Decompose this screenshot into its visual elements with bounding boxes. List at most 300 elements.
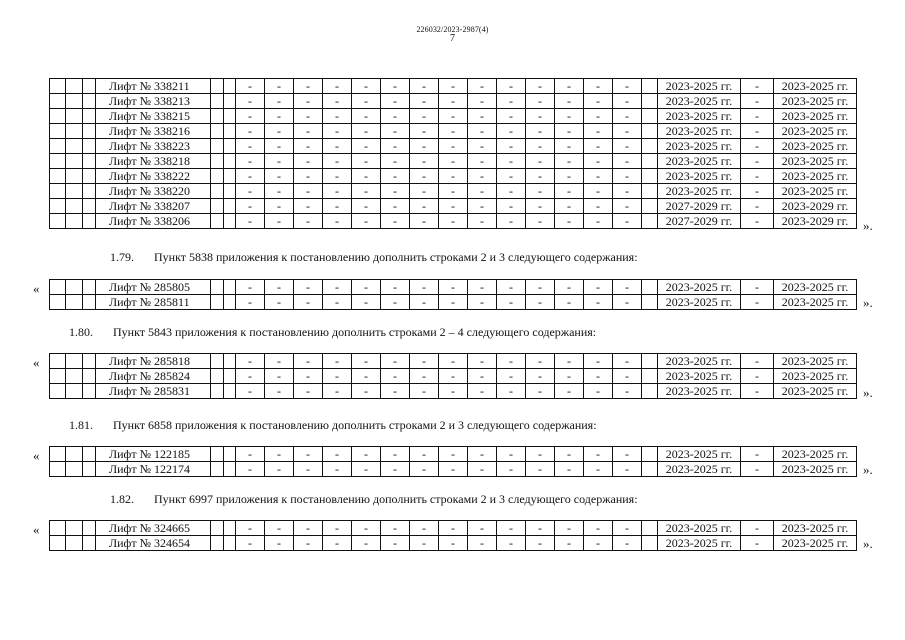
dash-cell: - [236, 94, 265, 109]
dash-cell: - [236, 295, 265, 310]
dash-cell: - [352, 184, 381, 199]
dash-cell: - [352, 94, 381, 109]
table-cell [224, 124, 236, 139]
dash-cell: - [323, 214, 352, 229]
table-row [50, 169, 857, 184]
table-cell [211, 79, 224, 94]
table-cell [50, 521, 66, 536]
table-row [50, 124, 857, 139]
table-cell [50, 139, 66, 154]
period-b: 2023-2025 гг. [774, 521, 857, 536]
dash-cell: - [526, 521, 555, 536]
elevator-name: Лифт № 338218 [96, 154, 211, 169]
dash-cell: - [352, 79, 381, 94]
dash-cell: - [468, 124, 497, 139]
dash-cell: - [410, 109, 439, 124]
dash-cell: - [555, 354, 584, 369]
dash-cell: - [526, 139, 555, 154]
dash-cell: - [613, 169, 642, 184]
mid-dash: - [741, 214, 774, 229]
dash-cell: - [294, 369, 323, 384]
table-cell [211, 139, 224, 154]
dash-cell: - [352, 124, 381, 139]
dash-cell: - [584, 462, 613, 477]
dash-cell: - [439, 462, 468, 477]
dash-cell: - [294, 295, 323, 310]
table-cell [66, 109, 83, 124]
dash-cell: - [352, 521, 381, 536]
period-a: 2023-2025 гг. [658, 94, 741, 109]
table-cell [224, 184, 236, 199]
dash-cell: - [352, 384, 381, 399]
quote-open: « [33, 355, 40, 370]
dash-cell: - [410, 354, 439, 369]
table-cell [224, 521, 236, 536]
dash-cell: - [294, 109, 323, 124]
paragraph-text: Пункт 6858 приложения к постановлению дополнить строками 2 и 3 следующего содержания: [113, 418, 597, 432]
period-b: 2023-2025 гг. [774, 295, 857, 310]
period-b: 2023-2025 гг. [774, 169, 857, 184]
dash-cell: - [468, 447, 497, 462]
dash-cell: - [584, 79, 613, 94]
table-cell [50, 354, 66, 369]
period-a: 2023-2025 гг. [658, 184, 741, 199]
table-cell [66, 124, 83, 139]
dash-cell: - [526, 447, 555, 462]
dash-cell: - [526, 79, 555, 94]
table-cell [642, 214, 658, 229]
table-cell [211, 280, 224, 295]
mid-dash: - [741, 169, 774, 184]
table-cell [642, 124, 658, 139]
dash-cell: - [526, 462, 555, 477]
table-block-1 [49, 279, 857, 310]
elevator-name: Лифт № 324665 [96, 521, 211, 536]
dash-cell: - [468, 536, 497, 551]
dash-cell: - [236, 214, 265, 229]
table-cell [642, 369, 658, 384]
elevator-name: Лифт № 338223 [96, 139, 211, 154]
dash-cell: - [236, 199, 265, 214]
table-cell [83, 79, 96, 94]
dash-cell: - [323, 462, 352, 477]
table-row [50, 521, 857, 536]
dash-cell: - [439, 154, 468, 169]
dash-cell: - [381, 79, 410, 94]
table-cell [50, 536, 66, 551]
elevator-name: Лифт № 285824 [96, 369, 211, 384]
table-cell [66, 462, 83, 477]
elevator-name: Лифт № 338211 [96, 79, 211, 94]
dash-cell: - [497, 447, 526, 462]
dash-cell: - [352, 536, 381, 551]
table-cell [50, 214, 66, 229]
table-cell [83, 94, 96, 109]
table-cell [211, 369, 224, 384]
dash-cell: - [236, 384, 265, 399]
table-row [50, 199, 857, 214]
table-cell [83, 536, 96, 551]
table-cell [66, 354, 83, 369]
table-cell [83, 184, 96, 199]
dash-cell: - [265, 154, 294, 169]
table-cell [224, 154, 236, 169]
dash-cell: - [381, 369, 410, 384]
dash-cell: - [236, 369, 265, 384]
dash-cell: - [497, 124, 526, 139]
dash-cell: - [526, 109, 555, 124]
dash-cell: - [236, 462, 265, 477]
dash-cell: - [323, 199, 352, 214]
dash-cell: - [381, 94, 410, 109]
table-block-4 [49, 520, 857, 551]
dash-cell: - [265, 124, 294, 139]
mid-dash: - [741, 447, 774, 462]
table-cell [83, 169, 96, 184]
dash-cell: - [265, 139, 294, 154]
period-b: 2023-2025 гг. [774, 447, 857, 462]
table-cell [83, 295, 96, 310]
table-cell [66, 199, 83, 214]
dash-cell: - [468, 462, 497, 477]
table-cell [224, 462, 236, 477]
table-cell [50, 184, 66, 199]
table-cell [50, 169, 66, 184]
paragraph-number: 1.82. [110, 492, 134, 506]
dash-cell: - [613, 462, 642, 477]
paragraph-182 [110, 492, 638, 507]
dash-cell: - [497, 369, 526, 384]
dash-cell: - [323, 109, 352, 124]
dash-cell: - [265, 536, 294, 551]
table-cell [50, 79, 66, 94]
table-cell [50, 462, 66, 477]
dash-cell: - [584, 94, 613, 109]
dash-cell: - [439, 184, 468, 199]
dash-cell: - [497, 199, 526, 214]
dash-cell: - [352, 369, 381, 384]
dash-cell: - [526, 384, 555, 399]
paragraph-181 [69, 418, 597, 433]
dash-cell: - [381, 354, 410, 369]
paragraph-180 [69, 325, 596, 340]
dash-cell: - [236, 536, 265, 551]
dash-cell: - [613, 109, 642, 124]
table-block-2 [49, 353, 857, 399]
dash-cell: - [497, 384, 526, 399]
table-cell [50, 109, 66, 124]
table-cell [224, 214, 236, 229]
dash-cell: - [555, 295, 584, 310]
table-cell [211, 94, 224, 109]
quote-close: ». [863, 384, 873, 400]
dash-cell: - [497, 295, 526, 310]
table-cell [642, 280, 658, 295]
dash-cell: - [236, 154, 265, 169]
dash-cell: - [468, 354, 497, 369]
dash-cell: - [236, 354, 265, 369]
mid-dash: - [741, 384, 774, 399]
dash-cell: - [497, 154, 526, 169]
dash-cell: - [381, 109, 410, 124]
table-cell [642, 521, 658, 536]
dash-cell: - [323, 536, 352, 551]
dash-cell: - [555, 536, 584, 551]
dash-cell: - [584, 214, 613, 229]
quote-close: ». [863, 462, 873, 478]
dash-cell: - [584, 139, 613, 154]
mid-dash: - [741, 139, 774, 154]
elevator-name: Лифт № 122185 [96, 447, 211, 462]
dash-cell: - [584, 109, 613, 124]
dash-cell: - [439, 280, 468, 295]
table-cell [642, 384, 658, 399]
table-cell [224, 79, 236, 94]
dash-cell: - [265, 462, 294, 477]
dash-cell: - [439, 369, 468, 384]
dash-cell: - [613, 369, 642, 384]
dash-cell: - [294, 124, 323, 139]
period-b: 2023-2029 гг. [774, 199, 857, 214]
dash-cell: - [555, 109, 584, 124]
dash-cell: - [265, 280, 294, 295]
dash-cell: - [468, 79, 497, 94]
dash-cell: - [555, 169, 584, 184]
table-cell [66, 536, 83, 551]
document-number: 226032/2023-2987(4) [416, 25, 489, 34]
dash-cell: - [555, 447, 584, 462]
dash-cell: - [323, 139, 352, 154]
dash-cell: - [439, 214, 468, 229]
table-cell [211, 154, 224, 169]
dash-cell: - [497, 280, 526, 295]
table-cell [211, 295, 224, 310]
elevator-name: Лифт № 324654 [96, 536, 211, 551]
dash-cell: - [294, 521, 323, 536]
mid-dash: - [741, 462, 774, 477]
table-cell [83, 199, 96, 214]
dash-cell: - [497, 94, 526, 109]
dash-cell: - [265, 295, 294, 310]
paragraph-text: Пункт 6997 приложения к постановлению дополнить строками 2 и 3 следующего содержания: [154, 492, 638, 506]
dash-cell: - [584, 354, 613, 369]
mid-dash: - [741, 94, 774, 109]
dash-cell: - [323, 154, 352, 169]
period-b: 2023-2025 гг. [774, 462, 857, 477]
dash-cell: - [294, 199, 323, 214]
dash-cell: - [468, 384, 497, 399]
period-a: 2023-2025 гг. [658, 124, 741, 139]
table-cell [642, 295, 658, 310]
dash-cell: - [381, 154, 410, 169]
period-b: 2023-2025 гг. [774, 280, 857, 295]
mid-dash: - [741, 280, 774, 295]
dash-cell: - [410, 124, 439, 139]
period-b: 2023-2025 гг. [774, 139, 857, 154]
paragraph-text: Пункт 5838 приложения к постановлению дополнить строками 2 и 3 следующего содержания: [154, 250, 638, 264]
table-cell [224, 280, 236, 295]
period-b: 2023-2025 гг. [774, 109, 857, 124]
dash-cell: - [294, 139, 323, 154]
dash-cell: - [584, 521, 613, 536]
dash-cell: - [236, 79, 265, 94]
table-cell [224, 354, 236, 369]
dash-cell: - [236, 139, 265, 154]
table-cell [211, 536, 224, 551]
dash-cell: - [352, 280, 381, 295]
period-b: 2023-2025 гг. [774, 79, 857, 94]
table-cell [224, 139, 236, 154]
table-cell [50, 154, 66, 169]
period-a: 2023-2025 гг. [658, 154, 741, 169]
dash-cell: - [323, 169, 352, 184]
table-row [50, 109, 857, 124]
mid-dash: - [741, 79, 774, 94]
table-cell [83, 354, 96, 369]
table-cell [642, 79, 658, 94]
period-a: 2023-2025 гг. [658, 369, 741, 384]
dash-cell: - [294, 447, 323, 462]
table-cell [83, 462, 96, 477]
table-cell [211, 462, 224, 477]
dash-cell: - [613, 214, 642, 229]
dash-cell: - [439, 295, 468, 310]
dash-cell: - [381, 384, 410, 399]
table-row [50, 184, 857, 199]
dash-cell: - [613, 447, 642, 462]
dash-cell: - [323, 384, 352, 399]
table-cell [83, 447, 96, 462]
period-a: 2023-2025 гг. [658, 295, 741, 310]
dash-cell: - [468, 139, 497, 154]
dash-cell: - [439, 354, 468, 369]
table-cell [50, 384, 66, 399]
dash-cell: - [497, 354, 526, 369]
dash-cell: - [497, 184, 526, 199]
dash-cell: - [555, 384, 584, 399]
table-cell [66, 295, 83, 310]
table-cell [211, 354, 224, 369]
table-cell [211, 521, 224, 536]
table-row [50, 214, 857, 229]
dash-cell: - [323, 354, 352, 369]
dash-cell: - [323, 369, 352, 384]
dash-cell: - [439, 124, 468, 139]
period-a: 2023-2025 гг. [658, 79, 741, 94]
table-row [50, 384, 857, 399]
quote-open: « [33, 448, 40, 463]
dash-cell: - [526, 295, 555, 310]
dash-cell: - [265, 214, 294, 229]
quote-open: « [33, 522, 40, 537]
table-cell [642, 447, 658, 462]
dash-cell: - [410, 280, 439, 295]
table-row [50, 94, 857, 109]
table-cell [83, 280, 96, 295]
dash-cell: - [381, 139, 410, 154]
dash-cell: - [468, 521, 497, 536]
dash-cell: - [526, 354, 555, 369]
period-b: 2023-2025 гг. [774, 354, 857, 369]
table-block-3 [49, 446, 857, 477]
table-cell [642, 169, 658, 184]
paragraph-text: Пункт 5843 приложения к постановлению дополнить строками 2 – 4 следующего содержания: [113, 325, 597, 339]
dash-cell: - [613, 384, 642, 399]
dash-cell: - [294, 384, 323, 399]
dash-cell: - [468, 280, 497, 295]
dash-cell: - [265, 369, 294, 384]
dash-cell: - [584, 295, 613, 310]
dash-cell: - [410, 199, 439, 214]
dash-cell: - [265, 521, 294, 536]
dash-cell: - [555, 462, 584, 477]
table-row [50, 369, 857, 384]
elevator-name: Лифт № 338213 [96, 94, 211, 109]
table-cell [66, 184, 83, 199]
period-a: 2023-2025 гг. [658, 139, 741, 154]
dash-cell: - [323, 79, 352, 94]
quote-close: ». [863, 295, 873, 311]
table-cell [642, 462, 658, 477]
dash-cell: - [555, 369, 584, 384]
dash-cell: - [613, 184, 642, 199]
dash-cell: - [584, 447, 613, 462]
elevator-name: Лифт № 285805 [96, 280, 211, 295]
table-cell [211, 447, 224, 462]
dash-cell: - [352, 169, 381, 184]
elevator-name: Лифт № 338207 [96, 199, 211, 214]
dash-cell: - [294, 184, 323, 199]
table-cell [211, 184, 224, 199]
mid-dash: - [741, 199, 774, 214]
period-a: 2023-2025 гг. [658, 109, 741, 124]
table-cell [642, 354, 658, 369]
dash-cell: - [439, 109, 468, 124]
table-cell [66, 154, 83, 169]
table-row [50, 280, 857, 295]
table-cell [642, 536, 658, 551]
table-cell [50, 447, 66, 462]
dash-cell: - [294, 169, 323, 184]
dash-cell: - [584, 536, 613, 551]
table-cell [50, 280, 66, 295]
period-b: 2023-2025 гг. [774, 124, 857, 139]
dash-cell: - [381, 124, 410, 139]
dash-cell: - [497, 109, 526, 124]
dash-cell: - [410, 184, 439, 199]
mid-dash: - [741, 354, 774, 369]
dash-cell: - [294, 280, 323, 295]
period-a: 2023-2025 гг. [658, 169, 741, 184]
elevator-name: Лифт № 285811 [96, 295, 211, 310]
elevator-name: Лифт № 285818 [96, 354, 211, 369]
dash-cell: - [410, 295, 439, 310]
dash-cell: - [468, 184, 497, 199]
dash-cell: - [410, 447, 439, 462]
table-cell [83, 521, 96, 536]
period-b: 2023-2025 гг. [774, 369, 857, 384]
dash-cell: - [352, 462, 381, 477]
dash-cell: - [236, 109, 265, 124]
dash-cell: - [613, 199, 642, 214]
dash-cell: - [497, 169, 526, 184]
mid-dash: - [741, 369, 774, 384]
dash-cell: - [555, 124, 584, 139]
dash-cell: - [555, 214, 584, 229]
table-cell [66, 169, 83, 184]
dash-cell: - [323, 521, 352, 536]
elevator-name: Лифт № 338222 [96, 169, 211, 184]
